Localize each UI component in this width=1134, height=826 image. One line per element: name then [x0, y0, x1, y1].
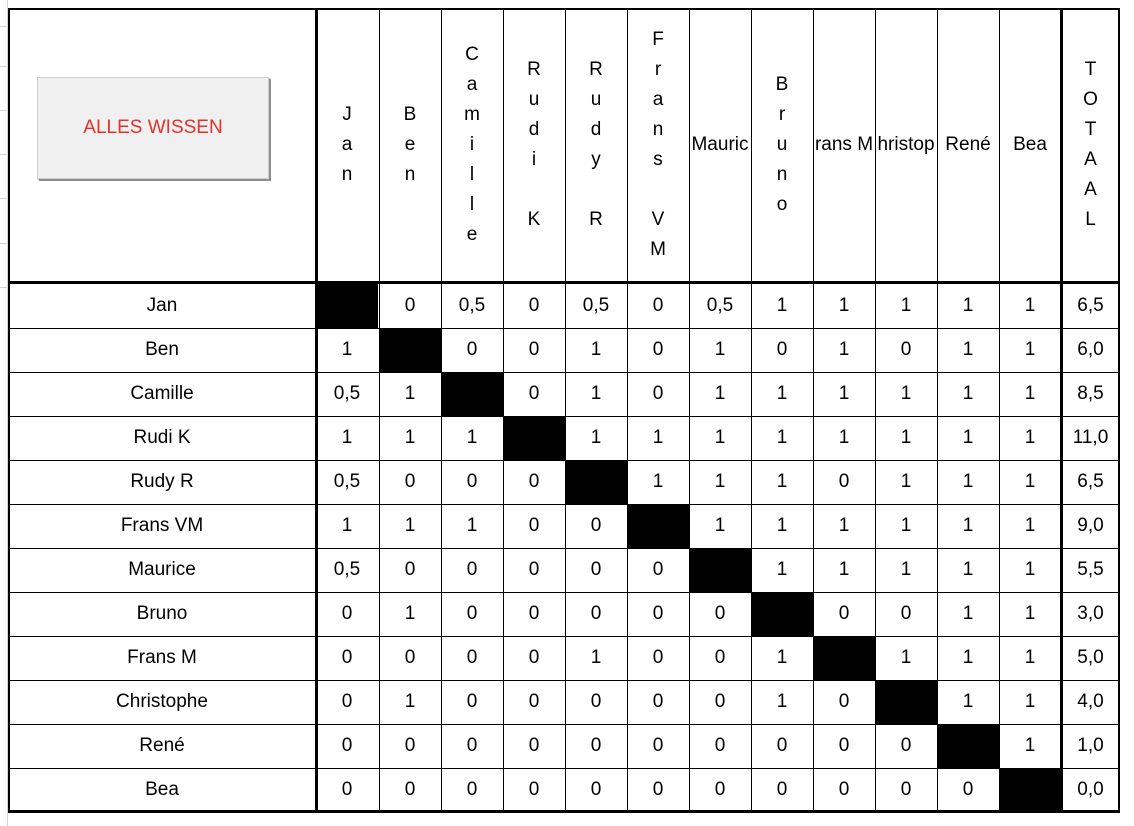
sheet-gridline: [0, 287, 8, 288]
score-cell[interactable]: 1: [838, 559, 850, 580]
score-cell[interactable]: 1: [1024, 647, 1036, 668]
score-cell[interactable]: 0: [652, 647, 664, 668]
score-cell[interactable]: 0: [776, 735, 788, 756]
column-header-text: [650, 25, 666, 265]
score-cell[interactable]: 1: [776, 427, 788, 448]
column-header: [627, 8, 689, 282]
total-cell[interactable]: 5,0: [1077, 647, 1104, 668]
diagonal-cell[interactable]: [503, 416, 565, 460]
column-header-char: e: [466, 224, 478, 245]
score-cell[interactable]: 0: [900, 735, 912, 756]
alles-wissen-button[interactable]: ALLES WISSEN: [37, 77, 269, 179]
score-cell[interactable]: 0: [652, 691, 664, 712]
score-cell[interactable]: 0: [714, 691, 726, 712]
score-cell[interactable]: 0: [528, 603, 540, 624]
column-header-text: [1013, 130, 1047, 160]
score-cell[interactable]: 0: [590, 691, 602, 712]
column-divider: [689, 8, 690, 812]
total-cell[interactable]: 5,5: [1077, 559, 1104, 580]
score-cell[interactable]: 1: [962, 603, 974, 624]
column-header-char: r: [654, 59, 662, 80]
column-divider: [565, 8, 566, 812]
column-header: [503, 8, 565, 282]
total-cell[interactable]: 9,0: [1077, 515, 1104, 536]
score-cell[interactable]: 0: [528, 295, 540, 316]
column-header: [441, 8, 503, 282]
column-header: [813, 8, 875, 282]
score-cell[interactable]: 1: [900, 647, 912, 668]
total-header-char: A: [1084, 179, 1097, 200]
column-header-char: a: [341, 134, 353, 155]
column-header-text: [404, 100, 417, 190]
score-cell[interactable]: 1: [900, 295, 912, 316]
score-cell[interactable]: 0: [776, 339, 788, 360]
column-header-char: a: [652, 89, 664, 110]
score-cell[interactable]: 0: [404, 559, 416, 580]
score-cell[interactable]: 0: [838, 779, 850, 800]
row-label: Rudi K: [133, 427, 191, 448]
score-cell[interactable]: 0: [528, 735, 540, 756]
score-cell[interactable]: 1: [404, 427, 416, 448]
table-border-right: [1118, 8, 1120, 812]
sheet-gridline: [0, 243, 8, 244]
column-header-char: R: [527, 59, 541, 80]
score-cell[interactable]: 0: [528, 779, 540, 800]
table-border-left: [8, 8, 10, 812]
column-header-char: hristop: [877, 134, 935, 155]
score-cell[interactable]: 0: [341, 779, 353, 800]
score-cell[interactable]: 0: [652, 779, 664, 800]
score-cell[interactable]: 1: [838, 295, 850, 316]
column-header-char: C: [465, 44, 479, 65]
score-cell[interactable]: 0: [404, 779, 416, 800]
score-cell[interactable]: 1: [1024, 559, 1036, 580]
score-cell[interactable]: 0: [528, 559, 540, 580]
score-cell[interactable]: 0: [714, 603, 726, 624]
column-divider: [503, 8, 504, 812]
column-header-char: n: [341, 164, 353, 185]
column-header-char: René: [945, 134, 991, 155]
score-cell[interactable]: 1: [1024, 603, 1036, 624]
total-header-char: A: [1084, 149, 1097, 170]
score-cell[interactable]: 0: [900, 603, 912, 624]
diagonal-cell[interactable]: [937, 724, 999, 768]
sheet-gridline: [0, 110, 8, 111]
score-cell[interactable]: 0: [528, 471, 540, 492]
column-header-char: R: [589, 209, 603, 230]
diagonal-cell[interactable]: [689, 548, 751, 592]
score-cell[interactable]: 1: [776, 383, 788, 404]
score-cell[interactable]: 0: [466, 779, 478, 800]
row-label: Jan: [146, 295, 178, 316]
total-cell[interactable]: 1,0: [1077, 735, 1104, 756]
score-cell[interactable]: 0: [652, 383, 664, 404]
column-header-char: K: [527, 209, 541, 230]
score-cell[interactable]: 1: [962, 427, 974, 448]
column-header-text: [342, 100, 353, 190]
row-label: Frans VM: [120, 515, 204, 536]
score-cell[interactable]: 1: [590, 383, 602, 404]
score-cell[interactable]: 1: [962, 691, 974, 712]
total-separator: [1060, 8, 1063, 812]
score-cell[interactable]: 0: [466, 647, 478, 668]
score-cell[interactable]: 0: [528, 515, 540, 536]
row-label: Ben: [145, 339, 179, 360]
total-header-char: O: [1083, 89, 1098, 110]
score-cell[interactable]: 0: [838, 735, 850, 756]
score-cell[interactable]: 1: [900, 383, 912, 404]
column-header-char: n: [652, 119, 664, 140]
diagonal-cell[interactable]: [875, 680, 937, 724]
sheet-gridline: [0, 198, 8, 199]
row-divider: [8, 592, 1120, 593]
score-cell[interactable]: 1: [341, 515, 353, 536]
score-cell[interactable]: 1: [714, 383, 726, 404]
row-label: Christophe: [116, 691, 208, 712]
score-cell[interactable]: 1: [404, 691, 416, 712]
column-header-text: [691, 130, 748, 160]
diagonal-cell[interactable]: [813, 636, 875, 680]
diagonal-cell[interactable]: [441, 372, 503, 416]
score-cell[interactable]: 1: [652, 471, 664, 492]
total-cell[interactable]: 6,5: [1077, 295, 1104, 316]
diagonal-cell[interactable]: [316, 284, 378, 328]
label-separator: [315, 8, 318, 812]
score-cell[interactable]: 1: [962, 295, 974, 316]
total-cell[interactable]: 0,0: [1077, 779, 1104, 800]
score-cell[interactable]: 0: [590, 515, 602, 536]
score-cell[interactable]: 0: [466, 691, 478, 712]
score-cell[interactable]: 1: [962, 647, 974, 668]
score-cell[interactable]: 0: [341, 735, 353, 756]
score-cell[interactable]: 1: [341, 427, 353, 448]
column-divider: [441, 8, 442, 812]
score-cell[interactable]: 1: [962, 515, 974, 536]
row-divider: [8, 504, 1120, 505]
score-cell[interactable]: 1: [838, 383, 850, 404]
total-header-text: [1083, 55, 1098, 235]
score-cell[interactable]: 0: [341, 647, 353, 668]
score-cell[interactable]: 0,5: [582, 295, 610, 316]
score-cell[interactable]: 1: [962, 471, 974, 492]
score-cell[interactable]: 0: [466, 603, 478, 624]
score-cell[interactable]: 0: [404, 647, 416, 668]
column-divider: [937, 8, 938, 812]
column-header-char: B: [775, 74, 789, 95]
row-label: Rudy R: [130, 471, 194, 492]
column-header-char: n: [404, 164, 416, 185]
column-header-char: rans M: [814, 134, 874, 155]
score-cell[interactable]: 0: [528, 691, 540, 712]
row-label: Frans M: [127, 647, 197, 668]
score-cell[interactable]: 1: [900, 515, 912, 536]
score-cell[interactable]: 0: [838, 471, 850, 492]
column-divider: [751, 8, 752, 812]
score-cell[interactable]: 0: [341, 691, 353, 712]
total-cell[interactable]: 6,0: [1077, 339, 1104, 360]
score-cell[interactable]: 1: [341, 339, 353, 360]
score-cell[interactable]: 1: [838, 339, 850, 360]
score-cell[interactable]: 0: [404, 471, 416, 492]
score-cell[interactable]: 1: [900, 427, 912, 448]
score-cell[interactable]: 1: [590, 427, 602, 448]
row-divider: [8, 416, 1120, 417]
column-header-char: r: [778, 104, 786, 125]
score-cell[interactable]: 1: [590, 647, 602, 668]
diagonal-cell[interactable]: [999, 768, 1061, 812]
score-cell[interactable]: 1: [404, 603, 416, 624]
score-cell[interactable]: 1: [900, 471, 912, 492]
diagonal-cell[interactable]: [379, 328, 441, 372]
total-cell[interactable]: 8,5: [1077, 383, 1104, 404]
row-divider: [8, 680, 1120, 681]
column-divider: [875, 8, 876, 812]
column-header-char: l: [469, 164, 475, 185]
row-divider: [8, 328, 1120, 329]
column-header-char: l: [469, 194, 475, 215]
column-header: [689, 8, 751, 282]
column-header-text: [464, 40, 480, 250]
score-cell[interactable]: 1: [466, 427, 478, 448]
row-divider: [8, 724, 1120, 725]
score-cell[interactable]: 0: [528, 339, 540, 360]
score-cell[interactable]: 1: [962, 383, 974, 404]
score-cell[interactable]: 1: [900, 559, 912, 580]
column-header-char: y: [591, 149, 601, 170]
score-cell[interactable]: 0: [652, 559, 664, 580]
score-cell[interactable]: 0: [838, 691, 850, 712]
total-header-char: L: [1085, 209, 1096, 230]
score-cell[interactable]: 1: [838, 515, 850, 536]
diagonal-cell[interactable]: [627, 504, 689, 548]
column-header-char: s: [653, 149, 663, 170]
score-cell[interactable]: 1: [1024, 339, 1036, 360]
score-cell[interactable]: 0,5: [333, 383, 361, 404]
score-cell[interactable]: 0: [341, 603, 353, 624]
score-cell[interactable]: 0,5: [706, 295, 734, 316]
score-cell[interactable]: 1: [652, 427, 664, 448]
column-header-char: d: [590, 119, 602, 140]
score-cell[interactable]: 0: [652, 295, 664, 316]
score-cell[interactable]: 0: [900, 339, 912, 360]
score-cell[interactable]: 0: [652, 603, 664, 624]
total-cell[interactable]: 6,5: [1077, 471, 1104, 492]
score-cell[interactable]: 1: [1024, 691, 1036, 712]
diagonal-cell[interactable]: [751, 592, 813, 636]
column-header-char: R: [589, 59, 603, 80]
sheet-gridline: [0, 154, 8, 155]
table-border-top: [8, 8, 1120, 10]
column-header-char: a: [466, 74, 478, 95]
score-cell[interactable]: 0: [466, 559, 478, 580]
column-header-char: i: [469, 134, 475, 155]
row-label: Camille: [130, 383, 194, 404]
column-header-char: F: [652, 29, 664, 50]
score-cell[interactable]: 1: [962, 339, 974, 360]
column-header: [937, 8, 999, 282]
score-cell[interactable]: 1: [962, 559, 974, 580]
column-header: [875, 8, 937, 282]
score-cell[interactable]: 1: [404, 515, 416, 536]
score-cell[interactable]: 1: [404, 383, 416, 404]
column-header-text: [877, 130, 934, 160]
column-header-char: m: [464, 104, 480, 125]
row-divider: [8, 636, 1120, 637]
score-cell[interactable]: 0: [776, 779, 788, 800]
column-header-char: V: [651, 209, 665, 230]
score-cell[interactable]: 0: [652, 735, 664, 756]
score-cell[interactable]: 0: [466, 735, 478, 756]
score-cell[interactable]: 0: [590, 603, 602, 624]
column-header: [379, 8, 441, 282]
column-divider: [627, 8, 628, 812]
column-header-char: e: [404, 134, 416, 155]
column-header-char: J: [342, 104, 352, 125]
score-cell[interactable]: 1: [776, 295, 788, 316]
table-border-bottom: [8, 810, 1120, 813]
column-header-text: [776, 70, 789, 220]
row-label: Maurice: [128, 559, 196, 580]
score-cell[interactable]: 1: [714, 471, 726, 492]
total-header-char: T: [1084, 119, 1097, 140]
column-header-char: u: [528, 89, 540, 110]
score-cell[interactable]: 0: [590, 559, 602, 580]
score-cell[interactable]: 0: [404, 735, 416, 756]
column-header-char: d: [528, 119, 540, 140]
score-cell[interactable]: 1: [714, 427, 726, 448]
score-cell[interactable]: 0: [528, 647, 540, 668]
score-cell[interactable]: 0: [652, 339, 664, 360]
score-cell[interactable]: 0: [714, 647, 726, 668]
column-header-char: Mauric: [691, 134, 749, 155]
column-header-char: o: [776, 194, 788, 215]
score-cell[interactable]: 1: [1024, 471, 1036, 492]
row-divider: [8, 372, 1120, 373]
column-header-char: B: [403, 104, 417, 125]
column-header: [751, 8, 813, 282]
score-cell[interactable]: 1: [714, 339, 726, 360]
score-table: [8, 8, 1120, 811]
score-cell[interactable]: 0: [900, 779, 912, 800]
score-cell[interactable]: 0: [714, 735, 726, 756]
column-header-char: u: [776, 134, 788, 155]
total-header: [1061, 8, 1120, 282]
score-cell[interactable]: 0: [590, 779, 602, 800]
column-header: [316, 8, 378, 282]
score-cell[interactable]: 0: [838, 603, 850, 624]
column-header-char: Bea: [1013, 134, 1047, 155]
score-cell[interactable]: 1: [1024, 427, 1036, 448]
score-cell[interactable]: 0,5: [333, 471, 361, 492]
row-label: Bea: [145, 779, 179, 800]
score-cell[interactable]: 1: [1024, 735, 1036, 756]
row-divider: [8, 460, 1120, 461]
score-cell[interactable]: 0: [466, 471, 478, 492]
total-header-char: T: [1084, 59, 1097, 80]
column-header-text: [945, 130, 990, 160]
sheet-gridline: [0, 26, 8, 27]
column-header: [999, 8, 1061, 282]
diagonal-cell[interactable]: [565, 460, 627, 504]
score-cell[interactable]: 1: [1024, 515, 1036, 536]
column-divider: [379, 8, 380, 812]
row-divider: [8, 768, 1120, 769]
score-cell[interactable]: 1: [776, 559, 788, 580]
score-cell[interactable]: 1: [590, 339, 602, 360]
row-divider: [8, 548, 1120, 549]
score-cell[interactable]: 1: [838, 427, 850, 448]
score-cell[interactable]: 1: [776, 691, 788, 712]
score-cell[interactable]: 1: [776, 647, 788, 668]
score-cell[interactable]: 1: [714, 515, 726, 536]
column-divider: [813, 8, 814, 812]
score-cell[interactable]: 0,5: [458, 295, 486, 316]
header-separator: [8, 281, 1120, 284]
total-cell[interactable]: 11,0: [1072, 427, 1109, 448]
score-cell[interactable]: 1: [776, 515, 788, 536]
row-label: Bruno: [136, 603, 188, 624]
score-cell[interactable]: 1: [1024, 295, 1036, 316]
column-header-char: i: [531, 149, 537, 170]
score-cell[interactable]: 0: [714, 779, 726, 800]
score-cell[interactable]: 0: [404, 295, 416, 316]
column-header-text: [589, 55, 603, 235]
score-cell[interactable]: 1: [776, 471, 788, 492]
score-cell[interactable]: 1: [466, 515, 478, 536]
column-header: [565, 8, 627, 282]
column-divider: [999, 8, 1000, 812]
column-header-text: [815, 130, 873, 160]
sheet-gridline: [0, 66, 8, 67]
score-cell[interactable]: 1: [1024, 383, 1036, 404]
row-label: René: [139, 735, 185, 756]
score-cell[interactable]: 0,5: [333, 559, 361, 580]
score-cell[interactable]: 0: [962, 779, 974, 800]
total-cell[interactable]: 4,0: [1077, 691, 1104, 712]
score-cell[interactable]: 0: [466, 339, 478, 360]
column-header-char: u: [590, 89, 602, 110]
score-cell[interactable]: 0: [528, 383, 540, 404]
total-cell[interactable]: 3,0: [1077, 603, 1104, 624]
column-header-text: [527, 55, 541, 235]
score-cell[interactable]: 0: [590, 735, 602, 756]
column-header-char: M: [650, 239, 666, 260]
column-header-char: n: [776, 164, 788, 185]
